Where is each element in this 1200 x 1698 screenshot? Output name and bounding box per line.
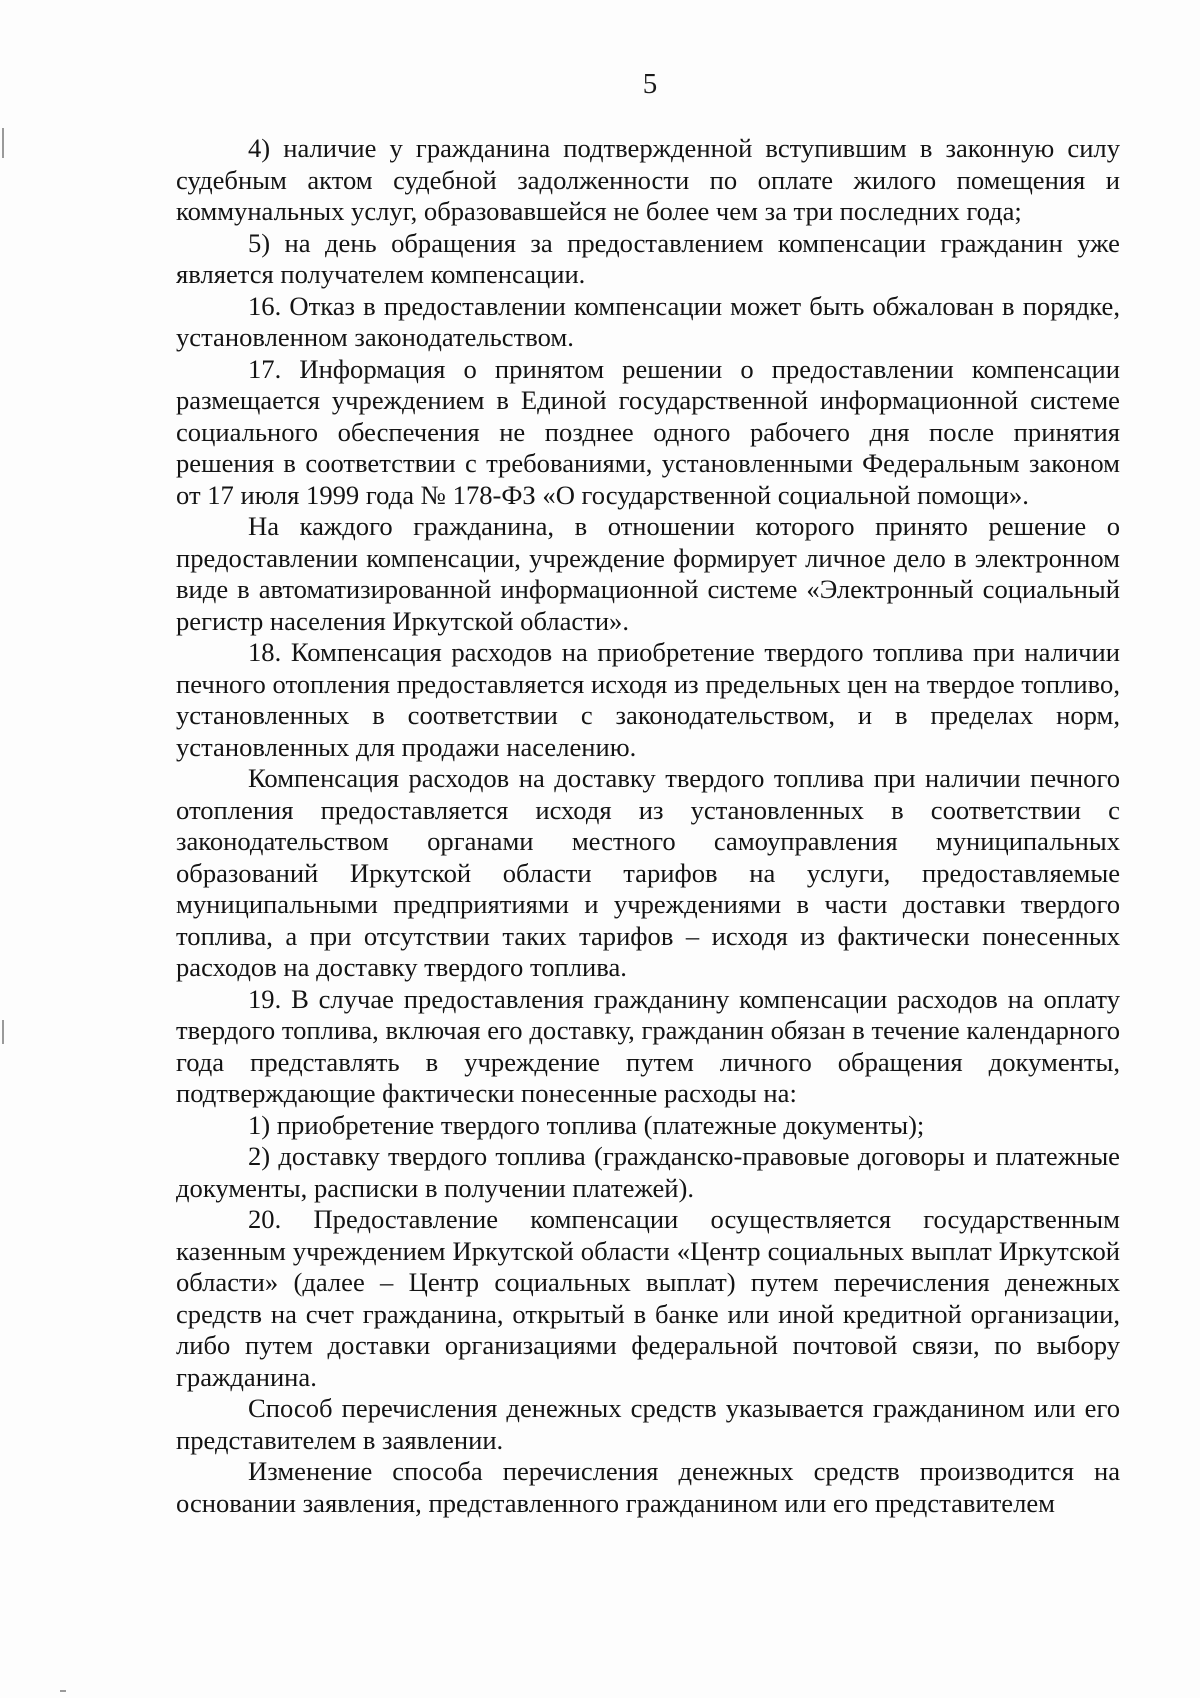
document-body [176, 133, 1120, 1519]
paragraph-19-item-2: 2) доставку твердого топлива (гражданско-правовые договоры и платежные документы, расписки в получении платежей). [176, 1141, 1120, 1203]
paragraph-17: 17. Информация о принятом решении о предоставлении компенсации размещается учреждением в Единой государственной информационной системе социального обеспечения не позднее одного рабочего дня после принятия решения в соответствии с требованиями, установленными Федеральным законом от 17 июля 1999 года № 178-ФЗ «О государственной социальной помощи». [176, 353, 1120, 510]
paragraph-20: 20. Предоставление компенсации осуществляется государственным казенным учреждением Иркутской области «Центр социальных выплат Иркутской области» (далее – Центр социальных выплат) путем перечисления денежных средств на счет гражданина, открытый в банке или иной кредитной организации, либо путем доставки организациями федеральной почтовой связи, по выбору гражданина. [176, 1204, 1120, 1392]
paragraph-20-transfer-method: Способ перечисления денежных средств указывается гражданином или его представителем в заявлении. [176, 1393, 1120, 1455]
paragraph-18: 18. Компенсация расходов на приобретение твердого топлива при наличии печного отопления предоставляется исходя из предельных цен на твердое топливо, установленных в соответствии с законодательством, и в пределах норм, установленных для продажи населению. [176, 637, 1120, 762]
paragraph-18-delivery: Компенсация расходов на доставку твердого топлива при наличии печного отопления предоставляется исходя из установленных в соответствии с законодательством органами местного самоуправления муниципальных образований Иркутской области тарифов на услуги, предоставляемые муниципальными предприятиями и учреждениями в части доставки твердого топлива, а при отсутствии таких тарифов – исходя из фактически понесенных расходов на доставку твердого топлива. [176, 763, 1120, 982]
scan-mark [60, 1690, 66, 1692]
paragraph-17-personal-file: На каждого гражданина, в отношении которого принято решение о предоставлении компенсации, учреждение формирует личное дело в электронном виде в автоматизированной информационной системе «Электронный социальный регистр населения Иркутской области». [176, 511, 1120, 636]
scan-mark [2, 1020, 4, 1044]
page-number: 5 [642, 68, 658, 100]
paragraph-item-5: 5) на день обращения за предоставлением компенсации гражданин уже является получателем компенсации. [176, 227, 1120, 289]
scan-mark [2, 128, 4, 158]
paragraph-19-item-1: 1) приобретение твердого топлива (платежные документы); [248, 1109, 925, 1140]
paragraph-20-method-change: Изменение способа перечисления денежных средств производится на основании заявления, представленного гражданином или его представителем [176, 1456, 1120, 1518]
paragraph-item-4: 4) наличие у гражданина подтвержденной вступившим в законную силу судебным актом судебной задолженности по оплате жилого помещения и коммунальных услуг, образовавшейся не более чем за три последних года; [176, 133, 1120, 226]
paragraph-19: 19. В случае предоставления гражданину компенсации расходов на оплату твердого топлива, включая его доставку, гражданин обязан в течение календарного года представлять в учреждение путем личного обращения документы, подтверждающие фактически понесенные расходы на: [176, 983, 1120, 1108]
paragraph-16: 16. Отказ в предоставлении компенсации может быть обжалован в порядке, установленном законодательством. [176, 290, 1120, 352]
